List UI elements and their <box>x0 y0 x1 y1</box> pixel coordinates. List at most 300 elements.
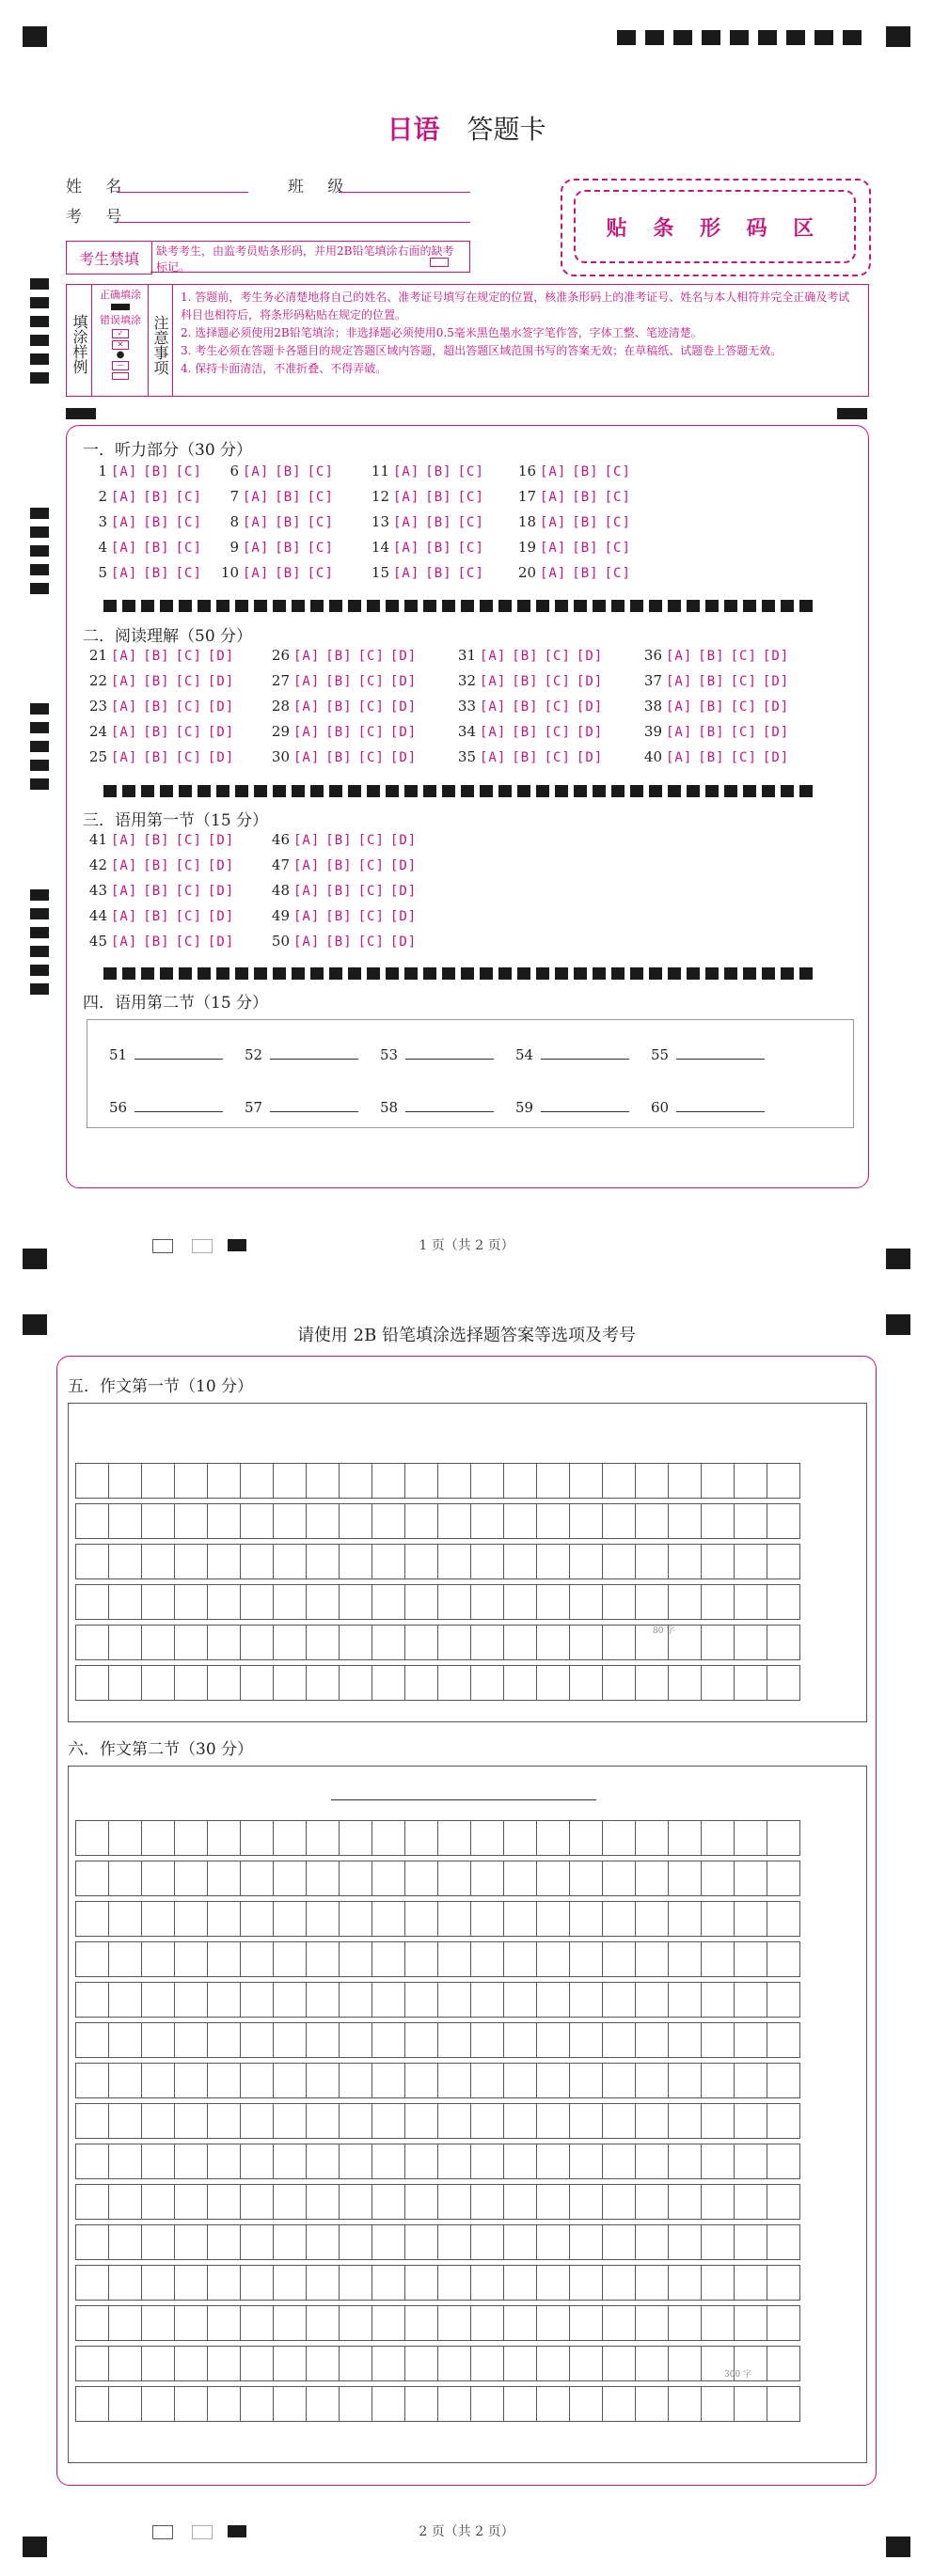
answer-option[interactable]: [B] <box>143 699 170 715</box>
grid-cell[interactable] <box>504 2104 537 2139</box>
answer-option[interactable]: [B] <box>143 649 170 664</box>
grid-cell[interactable] <box>636 2387 669 2422</box>
grid-cell[interactable] <box>767 2104 800 2139</box>
grid-cell[interactable] <box>307 2104 340 2139</box>
answer-option[interactable]: [B] <box>572 515 599 530</box>
grid-cell[interactable] <box>735 1585 767 1620</box>
grid-cell[interactable] <box>405 1626 438 1660</box>
grid-cell[interactable] <box>405 2064 438 2098</box>
fill-blank-line[interactable] <box>270 1045 358 1060</box>
grid-cell[interactable] <box>669 1902 702 1937</box>
grid-cell[interactable] <box>142 1861 175 1896</box>
answer-option[interactable]: [B] <box>143 541 170 556</box>
grid-cell[interactable] <box>669 1666 702 1701</box>
grid-cell[interactable] <box>735 2266 767 2301</box>
grid-cell[interactable] <box>76 1545 109 1579</box>
answer-option[interactable]: [D] <box>207 725 235 740</box>
answer-option[interactable]: [C] <box>175 566 202 581</box>
answer-option[interactable]: [C] <box>604 464 631 479</box>
grid-cell[interactable] <box>570 2306 603 2341</box>
grid-cell[interactable] <box>175 1942 208 1977</box>
answer-option[interactable]: [A] <box>111 566 138 581</box>
grid-cell[interactable] <box>504 1942 537 1977</box>
answer-option[interactable]: [A] <box>293 750 321 765</box>
answer-option[interactable]: [D] <box>762 674 790 689</box>
grid-cell[interactable] <box>603 2347 636 2381</box>
grid-cell[interactable] <box>372 2266 405 2301</box>
grid-cell[interactable] <box>241 2306 274 2341</box>
grid-cell[interactable] <box>372 1666 405 1701</box>
answer-option[interactable]: [A] <box>243 515 270 530</box>
grid-cell[interactable] <box>669 1545 702 1579</box>
grid-cell[interactable] <box>340 1942 372 1977</box>
grid-cell[interactable] <box>537 1626 570 1660</box>
grid-cell[interactable] <box>570 2144 603 2179</box>
grid-cell[interactable] <box>175 1902 208 1937</box>
grid-cell[interactable] <box>109 2144 142 2179</box>
grid-cell[interactable] <box>603 1902 636 1937</box>
answer-option[interactable]: [C] <box>175 725 202 740</box>
grid-cell[interactable] <box>767 1504 800 1539</box>
answer-option[interactable]: [C] <box>307 566 334 581</box>
grid-cell[interactable] <box>142 2347 175 2381</box>
grid-cell[interactable] <box>241 1464 274 1499</box>
grid-cell[interactable] <box>603 2306 636 2341</box>
grid-cell[interactable] <box>142 1821 175 1856</box>
grid-cell[interactable] <box>537 1504 570 1539</box>
grid-cell[interactable] <box>537 2306 570 2341</box>
grid-cell[interactable] <box>735 2387 767 2422</box>
grid-cell[interactable] <box>570 2104 603 2139</box>
grid-cell[interactable] <box>372 1626 405 1660</box>
answer-option[interactable]: [A] <box>540 541 567 556</box>
grid-cell[interactable] <box>735 1504 767 1539</box>
grid-cell[interactable] <box>76 1821 109 1856</box>
grid-cell[interactable] <box>603 1983 636 2018</box>
grid-cell[interactable] <box>537 1942 570 1977</box>
grid-cell[interactable] <box>372 2306 405 2341</box>
answer-option[interactable]: [B] <box>143 725 170 740</box>
grid-cell[interactable] <box>603 2064 636 2098</box>
grid-cell[interactable] <box>109 2064 142 2098</box>
grid-cell[interactable] <box>241 2347 274 2381</box>
answer-option[interactable]: [C] <box>357 909 385 924</box>
answer-option[interactable]: [A] <box>666 750 693 765</box>
grid-cell[interactable] <box>767 1821 800 1856</box>
grid-cell[interactable] <box>504 1983 537 2018</box>
grid-cell[interactable] <box>405 2023 438 2058</box>
grid-cell[interactable] <box>669 2387 702 2422</box>
grid-cell[interactable] <box>504 1902 537 1937</box>
grid-cell[interactable] <box>274 2306 307 2341</box>
grid-cell[interactable] <box>636 2266 669 2301</box>
grid-cell[interactable] <box>175 2144 208 2179</box>
grid-cell[interactable] <box>636 1983 669 2018</box>
grid-cell[interactable] <box>340 2064 372 2098</box>
grid-cell[interactable] <box>307 2266 340 2301</box>
answer-option[interactable]: [B] <box>512 649 539 664</box>
answer-option[interactable]: [D] <box>576 649 604 664</box>
grid-cell[interactable] <box>76 2387 109 2422</box>
grid-cell[interactable] <box>504 1861 537 1896</box>
grid-cell[interactable] <box>438 1504 471 1539</box>
grid-cell[interactable] <box>175 1983 208 2018</box>
grid-cell[interactable] <box>438 2023 471 2058</box>
answer-option[interactable]: [C] <box>175 541 202 556</box>
answer-option[interactable]: [A] <box>540 566 567 581</box>
answer-option[interactable]: [B] <box>275 541 302 556</box>
answer-option[interactable]: [C] <box>307 541 334 556</box>
grid-cell[interactable] <box>636 1821 669 1856</box>
answer-option[interactable]: [B] <box>572 566 599 581</box>
grid-cell[interactable] <box>735 1464 767 1499</box>
grid-cell[interactable] <box>274 2144 307 2179</box>
grid-cell[interactable] <box>208 1626 241 1660</box>
answer-option[interactable]: [C] <box>175 935 202 950</box>
answer-option[interactable]: [D] <box>576 750 604 765</box>
answer-option[interactable]: [B] <box>143 884 170 899</box>
grid-cell[interactable] <box>405 2144 438 2179</box>
grid-cell[interactable] <box>471 2387 504 2422</box>
grid-cell[interactable] <box>241 2144 274 2179</box>
grid-cell[interactable] <box>735 1666 767 1701</box>
grid-cell[interactable] <box>274 1464 307 1499</box>
grid-cell[interactable] <box>767 1545 800 1579</box>
grid-cell[interactable] <box>504 1545 537 1579</box>
answer-option[interactable]: [B] <box>325 699 353 715</box>
grid-cell[interactable] <box>636 2104 669 2139</box>
grid-cell[interactable] <box>307 1585 340 1620</box>
grid-cell[interactable] <box>767 2185 800 2220</box>
grid-cell[interactable] <box>405 2185 438 2220</box>
grid-cell[interactable] <box>702 1626 735 1660</box>
grid-cell[interactable] <box>76 2023 109 2058</box>
grid-cell[interactable] <box>603 2104 636 2139</box>
grid-cell[interactable] <box>767 2225 800 2260</box>
answer-option[interactable]: [C] <box>544 750 571 765</box>
grid-cell[interactable] <box>372 2387 405 2422</box>
grid-cell[interactable] <box>471 1666 504 1701</box>
grid-cell[interactable] <box>603 2225 636 2260</box>
grid-cell[interactable] <box>636 2306 669 2341</box>
grid-cell[interactable] <box>340 1983 372 2018</box>
grid-cell[interactable] <box>603 1464 636 1499</box>
grid-cell[interactable] <box>438 1861 471 1896</box>
grid-cell[interactable] <box>274 1545 307 1579</box>
grid-cell[interactable] <box>537 1585 570 1620</box>
grid-cell[interactable] <box>735 2144 767 2179</box>
grid-cell[interactable] <box>570 2185 603 2220</box>
grid-cell[interactable] <box>208 2023 241 2058</box>
grid-cell[interactable] <box>109 1626 142 1660</box>
grid-cell[interactable] <box>669 1504 702 1539</box>
grid-cell[interactable] <box>669 1585 702 1620</box>
grid-cell[interactable] <box>208 1585 241 1620</box>
grid-cell[interactable] <box>175 2306 208 2341</box>
answer-option[interactable]: [A] <box>111 541 138 556</box>
grid-cell[interactable] <box>340 2306 372 2341</box>
answer-option[interactable]: [D] <box>207 699 235 715</box>
grid-cell[interactable] <box>274 2064 307 2098</box>
grid-cell[interactable] <box>109 2266 142 2301</box>
grid-cell[interactable] <box>76 2225 109 2260</box>
grid-cell[interactable] <box>208 2347 241 2381</box>
grid-cell[interactable] <box>405 1585 438 1620</box>
grid-cell[interactable] <box>109 1545 142 1579</box>
grid-cell[interactable] <box>307 1545 340 1579</box>
answer-option[interactable]: [A] <box>293 699 321 715</box>
answer-option[interactable]: [A] <box>293 649 321 664</box>
answer-option[interactable]: [D] <box>207 935 235 950</box>
grid-cell[interactable] <box>175 2064 208 2098</box>
answer-option[interactable]: [C] <box>457 541 484 556</box>
grid-cell[interactable] <box>241 1983 274 2018</box>
answer-option[interactable]: [A] <box>480 649 507 664</box>
grid-cell[interactable] <box>767 1902 800 1937</box>
answer-option[interactable]: [C] <box>307 515 334 530</box>
grid-cell[interactable] <box>471 1942 504 1977</box>
answer-option[interactable]: [B] <box>325 674 353 689</box>
grid-cell[interactable] <box>702 2023 735 2058</box>
answer-option[interactable]: [B] <box>512 725 539 740</box>
grid-cell[interactable] <box>471 1626 504 1660</box>
grid-cell[interactable] <box>669 2306 702 2341</box>
grid-cell[interactable] <box>504 2306 537 2341</box>
grid-cell[interactable] <box>109 1666 142 1701</box>
grid-cell[interactable] <box>405 1983 438 2018</box>
answer-option[interactable]: [A] <box>666 725 693 740</box>
fill-blank-line[interactable] <box>676 1045 765 1060</box>
grid-cell[interactable] <box>372 2347 405 2381</box>
grid-cell[interactable] <box>372 1983 405 2018</box>
grid-cell[interactable] <box>669 2185 702 2220</box>
grid-cell[interactable] <box>504 2225 537 2260</box>
grid-cell[interactable] <box>504 2023 537 2058</box>
grid-cell[interactable] <box>175 1821 208 1856</box>
grid-cell[interactable] <box>702 1504 735 1539</box>
answer-option[interactable]: [D] <box>389 674 418 689</box>
answer-option[interactable]: [C] <box>544 649 571 664</box>
answer-option[interactable]: [A] <box>393 464 420 479</box>
grid-cell[interactable] <box>76 1626 109 1660</box>
grid-cell[interactable] <box>471 1821 504 1856</box>
grid-cell[interactable] <box>438 1585 471 1620</box>
grid-cell[interactable] <box>471 1545 504 1579</box>
grid-cell[interactable] <box>767 2347 800 2381</box>
grid-cell[interactable] <box>307 1666 340 1701</box>
grid-cell[interactable] <box>241 2387 274 2422</box>
grid-cell[interactable] <box>307 2225 340 2260</box>
answer-option[interactable]: [B] <box>325 750 353 765</box>
grid-cell[interactable] <box>767 1861 800 1896</box>
grid-cell[interactable] <box>340 1666 372 1701</box>
grid-cell[interactable] <box>274 2104 307 2139</box>
answer-option[interactable]: [A] <box>243 566 270 581</box>
grid-cell[interactable] <box>603 2266 636 2301</box>
grid-cell[interactable] <box>109 1983 142 2018</box>
grid-cell[interactable] <box>570 1942 603 1977</box>
grid-cell[interactable] <box>142 2185 175 2220</box>
grid-cell[interactable] <box>142 1626 175 1660</box>
answer-option[interactable]: [A] <box>540 490 567 505</box>
answer-option[interactable]: [C] <box>730 649 757 664</box>
grid-cell[interactable] <box>208 2306 241 2341</box>
answer-option[interactable]: [C] <box>175 884 202 899</box>
grid-cell[interactable] <box>307 1861 340 1896</box>
grid-cell[interactable] <box>175 1626 208 1660</box>
answer-option[interactable]: [A] <box>540 464 567 479</box>
grid-cell[interactable] <box>208 2225 241 2260</box>
grid-cell[interactable] <box>438 1464 471 1499</box>
grid-cell[interactable] <box>504 2266 537 2301</box>
grid-cell[interactable] <box>76 1666 109 1701</box>
answer-option[interactable]: [C] <box>730 674 757 689</box>
grid-cell[interactable] <box>702 1983 735 2018</box>
grid-cell[interactable] <box>438 2266 471 2301</box>
grid-cell[interactable] <box>208 1464 241 1499</box>
grid-cell[interactable] <box>570 2347 603 2381</box>
answer-option[interactable]: [C] <box>357 649 385 664</box>
grid-cell[interactable] <box>109 2387 142 2422</box>
fill-blank-line[interactable] <box>676 1098 765 1112</box>
answer-option[interactable]: [D] <box>389 725 418 740</box>
grid-cell[interactable] <box>241 1861 274 1896</box>
grid-cell[interactable] <box>274 2185 307 2220</box>
answer-option[interactable]: [D] <box>389 909 418 924</box>
class-field[interactable] <box>339 192 470 193</box>
answer-option[interactable]: [C] <box>730 725 757 740</box>
grid-cell[interactable] <box>504 1666 537 1701</box>
answer-option[interactable]: [D] <box>762 750 790 765</box>
grid-cell[interactable] <box>471 2347 504 2381</box>
grid-cell[interactable] <box>175 2266 208 2301</box>
grid-cell[interactable] <box>241 1585 274 1620</box>
grid-cell[interactable] <box>175 2387 208 2422</box>
grid-cell[interactable] <box>767 2266 800 2301</box>
grid-cell[interactable] <box>438 2104 471 2139</box>
answer-option[interactable]: [C] <box>175 464 202 479</box>
answer-option[interactable]: [C] <box>544 674 571 689</box>
answer-option[interactable]: [B] <box>325 909 353 924</box>
grid-cell[interactable] <box>109 2225 142 2260</box>
grid-cell[interactable] <box>537 1821 570 1856</box>
grid-cell[interactable] <box>241 1504 274 1539</box>
answer-option[interactable]: [A] <box>666 649 693 664</box>
grid-cell[interactable] <box>307 1464 340 1499</box>
name-field[interactable] <box>117 192 248 193</box>
answer-option[interactable]: [A] <box>111 725 138 740</box>
grid-cell[interactable] <box>372 1902 405 1937</box>
grid-cell[interactable] <box>274 2266 307 2301</box>
answer-option[interactable]: [B] <box>572 541 599 556</box>
grid-cell[interactable] <box>405 1666 438 1701</box>
grid-cell[interactable] <box>702 2185 735 2220</box>
answer-option[interactable]: [B] <box>425 566 452 581</box>
answer-option[interactable]: [A] <box>540 515 567 530</box>
answer-option[interactable]: [A] <box>480 674 507 689</box>
answer-option[interactable]: [C] <box>175 699 202 715</box>
grid-cell[interactable] <box>735 2104 767 2139</box>
grid-cell[interactable] <box>570 2225 603 2260</box>
grid-cell[interactable] <box>570 1545 603 1579</box>
grid-cell[interactable] <box>636 1942 669 1977</box>
grid-cell[interactable] <box>438 1821 471 1856</box>
answer-option[interactable]: [A] <box>293 833 321 848</box>
grid-cell[interactable] <box>142 2023 175 2058</box>
grid-cell[interactable] <box>307 2387 340 2422</box>
essay-grid-table[interactable] <box>75 1463 800 1701</box>
answer-option[interactable]: [C] <box>175 515 202 530</box>
answer-option[interactable]: [C] <box>457 464 484 479</box>
grid-cell[interactable] <box>537 1861 570 1896</box>
grid-cell[interactable] <box>669 2064 702 2098</box>
grid-cell[interactable] <box>504 2347 537 2381</box>
grid-cell[interactable] <box>372 2225 405 2260</box>
fill-blank-line[interactable] <box>270 1098 358 1112</box>
answer-option[interactable]: [B] <box>425 515 452 530</box>
answer-option[interactable]: [C] <box>175 858 202 873</box>
grid-cell[interactable] <box>471 1504 504 1539</box>
answer-option[interactable]: [A] <box>293 858 321 873</box>
grid-cell[interactable] <box>438 1545 471 1579</box>
answer-option[interactable]: [D] <box>389 833 418 848</box>
grid-cell[interactable] <box>405 2225 438 2260</box>
grid-cell[interactable] <box>340 1504 372 1539</box>
absent-mark-box[interactable] <box>430 258 449 267</box>
grid-cell[interactable] <box>636 1504 669 1539</box>
answer-option[interactable]: [B] <box>325 725 353 740</box>
grid-cell[interactable] <box>109 1942 142 1977</box>
answer-option[interactable]: [A] <box>293 884 321 899</box>
grid-cell[interactable] <box>241 2023 274 2058</box>
grid-cell[interactable] <box>405 1545 438 1579</box>
grid-cell[interactable] <box>208 1902 241 1937</box>
answer-option[interactable]: [B] <box>325 884 353 899</box>
grid-cell[interactable] <box>241 1626 274 1660</box>
grid-cell[interactable] <box>76 2104 109 2139</box>
grid-cell[interactable] <box>603 1545 636 1579</box>
grid-cell[interactable] <box>570 1626 603 1660</box>
grid-cell[interactable] <box>405 1942 438 1977</box>
grid-cell[interactable] <box>636 2185 669 2220</box>
grid-cell[interactable] <box>372 1861 405 1896</box>
answer-option[interactable]: [B] <box>425 464 452 479</box>
answer-option[interactable]: [B] <box>143 909 170 924</box>
grid-cell[interactable] <box>603 2387 636 2422</box>
grid-cell[interactable] <box>241 2266 274 2301</box>
grid-cell[interactable] <box>471 1983 504 2018</box>
grid-cell[interactable] <box>537 1464 570 1499</box>
grid-cell[interactable] <box>735 2185 767 2220</box>
grid-cell[interactable] <box>471 2144 504 2179</box>
answer-option[interactable]: [A] <box>666 699 693 715</box>
answer-option[interactable]: [B] <box>143 464 170 479</box>
grid-cell[interactable] <box>438 2185 471 2220</box>
grid-cell[interactable] <box>175 1545 208 1579</box>
grid-cell[interactable] <box>603 2185 636 2220</box>
grid-cell[interactable] <box>142 2387 175 2422</box>
grid-cell[interactable] <box>636 2225 669 2260</box>
grid-cell[interactable] <box>405 1464 438 1499</box>
grid-cell[interactable] <box>702 1585 735 1620</box>
grid-cell[interactable] <box>340 1626 372 1660</box>
grid-cell[interactable] <box>175 2225 208 2260</box>
grid-cell[interactable] <box>208 1942 241 1977</box>
grid-cell[interactable] <box>438 1902 471 1937</box>
grid-cell[interactable] <box>142 2225 175 2260</box>
grid-cell[interactable] <box>735 2023 767 2058</box>
answer-option[interactable]: [A] <box>243 541 270 556</box>
